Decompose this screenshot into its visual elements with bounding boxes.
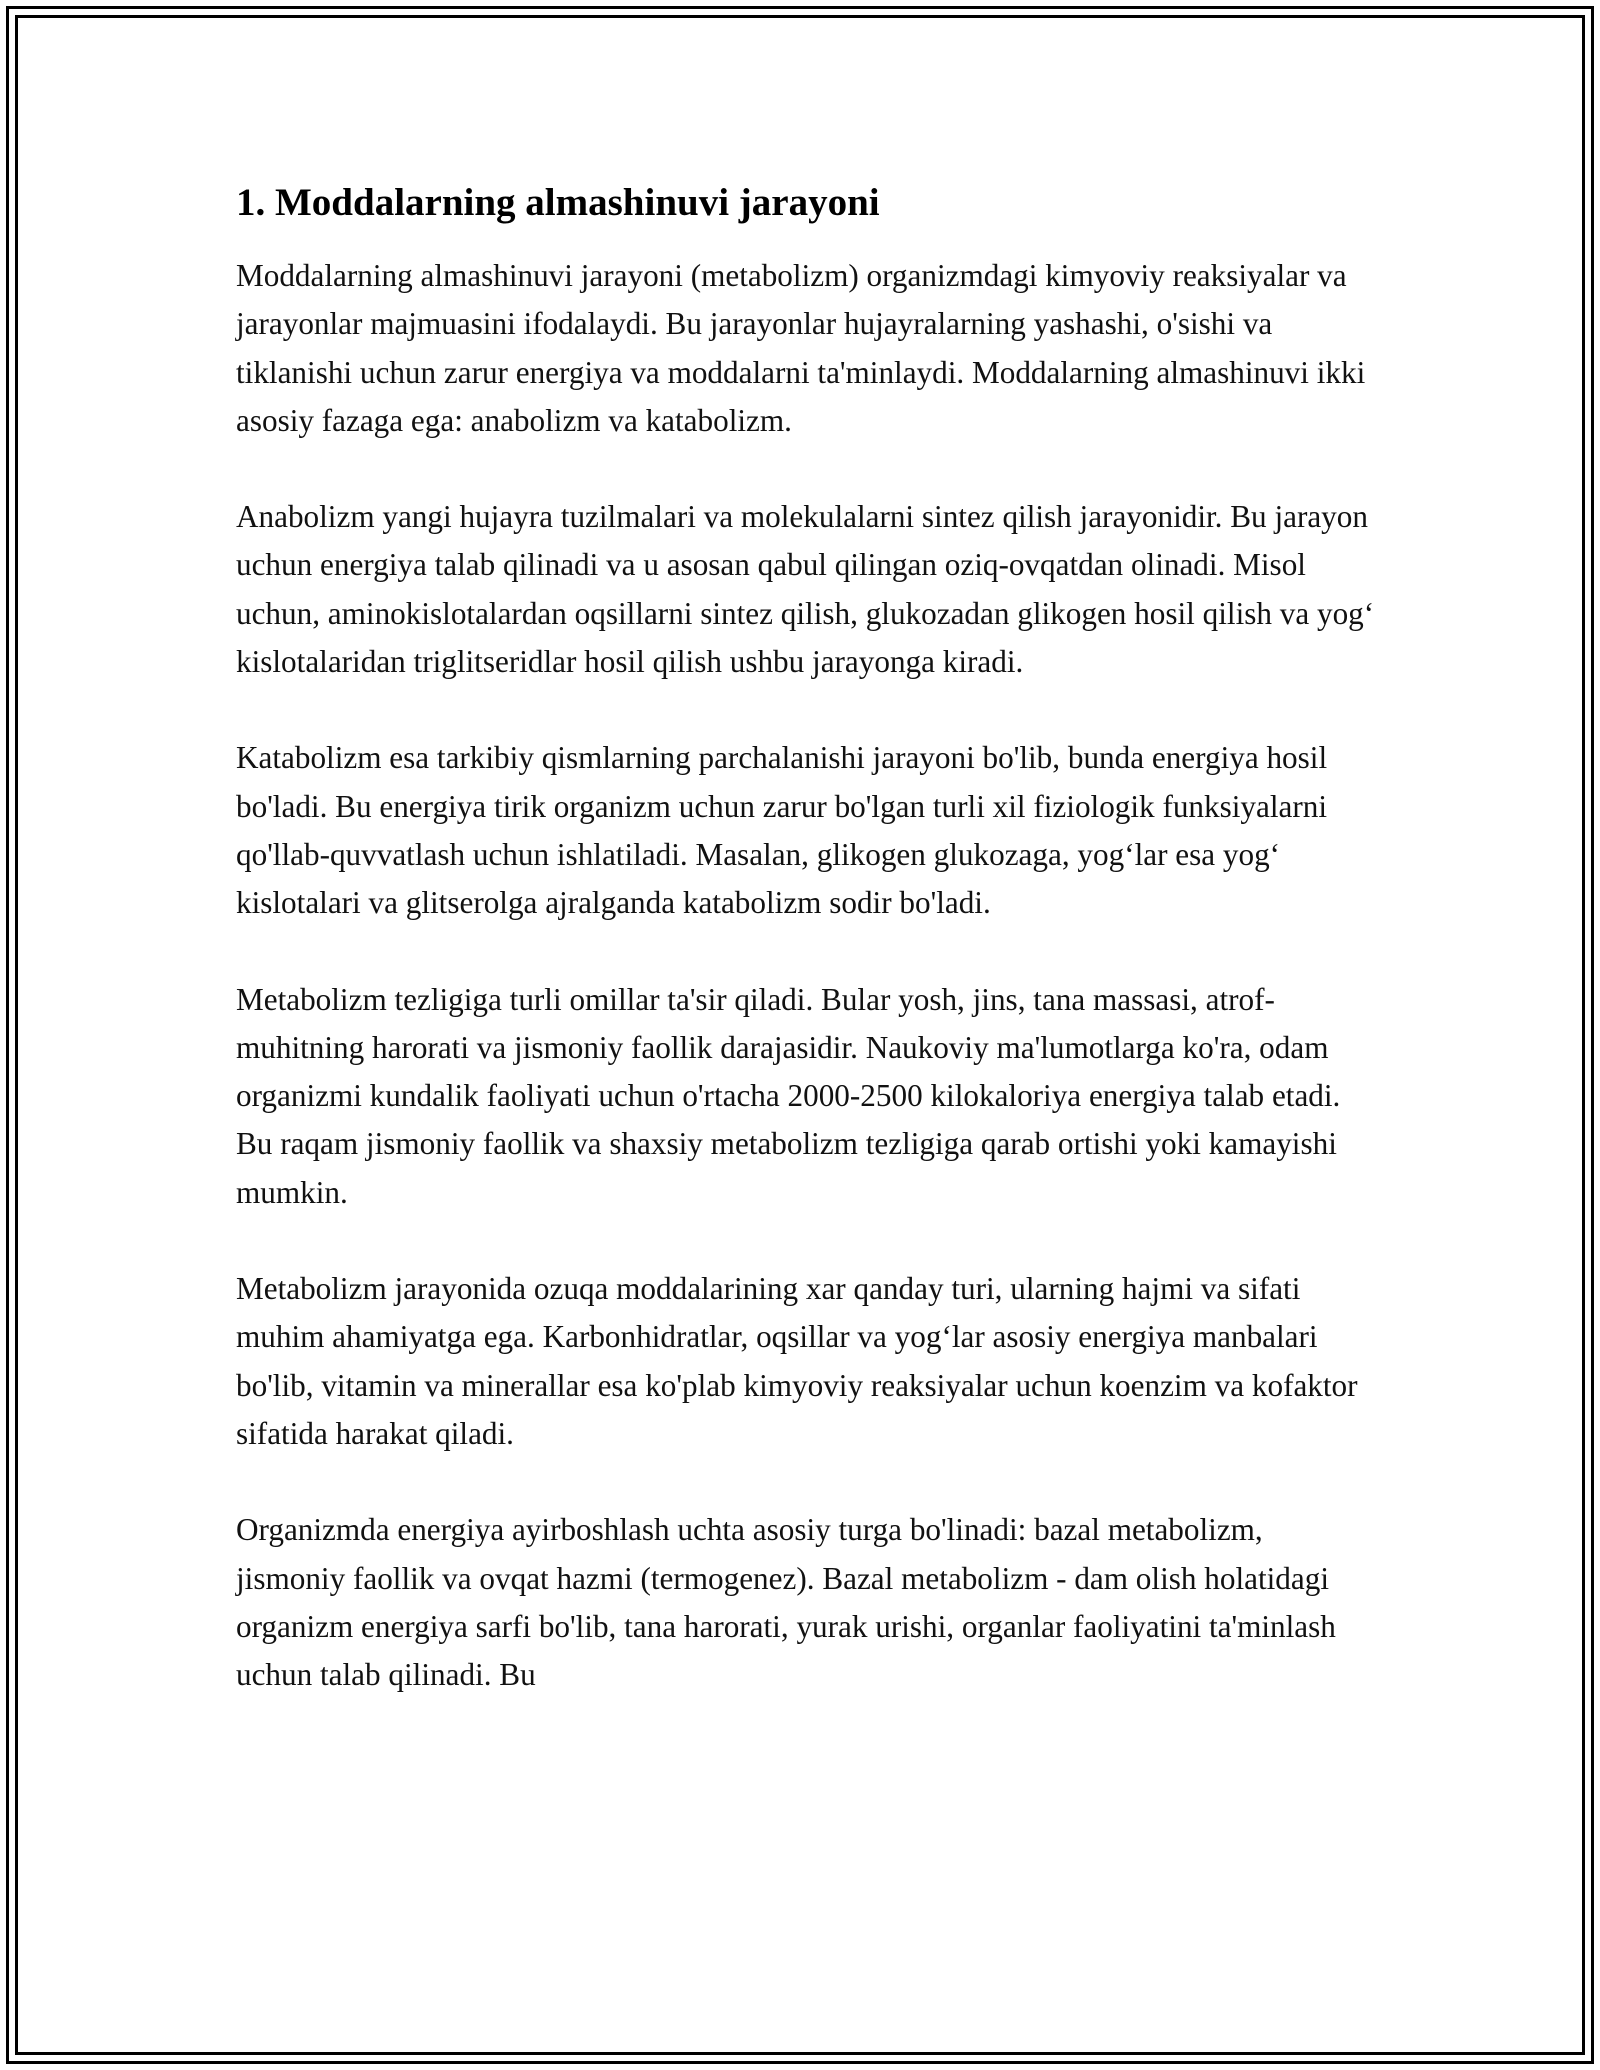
- paragraph-catabolism: Katabolizm esa tarkibiy qismlarning parchalanishi jarayoni bo'lib, bunda energiya hosil bo'ladi. Bu energiya tirik organizm uchun zarur bo'lgan turli xil fiziologik funksiyalarni qo'llab-quvvatlash uchun ishlatiladi. Masalan, glikogen glukozaga, yog‘lar esa yog‘ kislotalari va glitserolga ajralganda katabolizm sodir bo'ladi.: [236, 740, 1328, 921]
- paragraph-anabolism: Anabolizm yangi hujayra tuzilmalari va molekulalarni sintez qilish jarayonidir. Bu jarayon uchun energiya talab qilinadi va u asosan qabul qilingan oziq-ovqatdan olinadi. Misol uchun, aminokislotalardan oqsillarni sintez qilish, glukozadan glikogen hosil qilish va yog‘ kislotalaridan triglitseridlar hosil qilish ushbu jarayonga kiradi.: [236, 499, 1375, 680]
- paragraph-energy-exchange: Organizmda energiya ayirboshlash uchta asosiy turga bo'linadi: bazal metabolizm, jismoniy faollik va ovqat hazmi (termogenez). Bazal metabolizm - dam olish holatidagi organizm energiya sarfi bo'lib, tana harorati, yurak urishi, organlar faoliyatini ta'minlash uchun talab qilinadi. Bu: [236, 1512, 1336, 1693]
- paragraph-metabolism-intro: Moddalarning almashinuvi jarayoni (metabolizm) organizmdagi kimyoviy reaksiyalar va jarayonlar majmuasini ifodalaydi. Bu jarayonlar hujayralarning yashashi, o'sishi va tiklanishi uchun zarur energiya va moddalarni ta'minlaydi. Moddalarning almashinuvi ikki asosiy fazaga ega: anabolizm va katabolizm.: [236, 258, 1366, 438]
- paragraph-metabolic-rate: Metabolizm tezligiga turli omillar ta'sir qiladi. Bular yosh, jins, tana massasi, atrof-muhitning harorati va jismoniy faollik darajasidir. Naukoviy ma'lumotlarga ko'ra, odam organizmi kundalik faoliyati uchun o'rtacha 2000-2500 kilokaloriya energiya talab etadi. Bu raqam jismoniy faollik va shaxsiy metabolizm tezligiga qarab ortishi yoki kamayishi mumkin.: [236, 981, 1341, 1210]
- paragraph-nutrients: Metabolizm jarayonida ozuqa moddalarining xar qanday turi, ularning hajmi va sifati muhim ahamiyatga ega. Karbonhidratlar, oqsillar va yog‘lar asosiy energiya manbalari bo'lib, vitamin va minerallar esa ko'plab kimyoviy reaksiyalar uchun koenzim va kofaktor sifatida harakat qiladi.: [236, 1271, 1358, 1451]
- section-heading: 1. Moddalarning almashinuvi jarayoni: [236, 181, 880, 224]
- document-body: [236, 178, 1376, 1747]
